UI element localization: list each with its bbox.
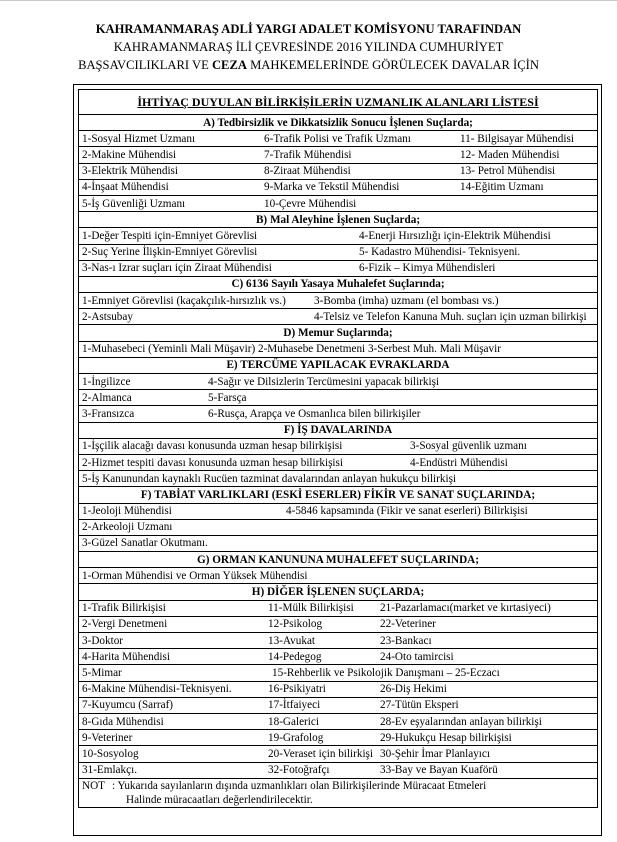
list-item: 1-Jeoloji Mühendisi (82, 505, 172, 518)
list-item: 4-Enerji Hırsızlığı için-Elektrik Mühendisi (359, 229, 551, 242)
list-item: 2-Arkeoloji Uzmanı (82, 521, 173, 534)
note-row (79, 778, 598, 807)
section-heading-row (79, 584, 598, 600)
list-item: 6-Rusça, Arapça ve Osmanlıca bilen bilirkişiler (208, 407, 421, 420)
section-heading-row (79, 552, 598, 568)
table-cell (79, 309, 598, 325)
list-item: 14-Pedegog (268, 650, 322, 663)
list-item: 5- Kadastro Mühendisi- Teknisyeni. (359, 246, 521, 259)
table-cell (79, 519, 598, 535)
list-item: 5-Mimar (82, 666, 122, 679)
list-item: 9-Veteriner (82, 731, 133, 744)
header-line-3a: BAŞSAVCILIKLARI VE (78, 58, 212, 72)
section-heading: F) TABİAT VARLIKLARI (ESKİ ESERLER) FİKİR VE SANAT SUÇLARINDA; (79, 487, 598, 503)
table-body (79, 90, 598, 808)
list-item: 12- Maden Mühendisi (460, 148, 560, 161)
list-item: 8-Gıda Mühendisi (82, 715, 164, 728)
table-cell (79, 762, 598, 778)
list-item: 6-Trafik Polisi ve Trafik Uzmanı (264, 132, 411, 145)
list-item: 6-Makine Mühendisi-Teknisyeni. (82, 683, 232, 696)
table-row (79, 649, 598, 665)
list-item: 1-İngilizce (82, 375, 131, 388)
list-item: 27-Tütün Eksperi (380, 699, 459, 712)
list-item: 3-Fransızca (82, 407, 135, 420)
table-row (79, 195, 598, 211)
note-label: NOT (82, 779, 105, 792)
list-item: 29-Hukukçu Hesap bilirkişisi (380, 731, 512, 744)
list-item: 15-Rehberlik ve Psikolojik Danışmanı – 25-Eczacı (272, 666, 500, 679)
list-item: 23-Bankacı (380, 634, 432, 647)
list-item: 10-Sosyolog (82, 747, 139, 760)
list-item: 1-Değer Tespiti için-Emniyet Görevlisi (82, 229, 258, 242)
table-row (79, 131, 598, 147)
section-heading-row (79, 115, 598, 131)
list-item: 9-Marka ve Tekstil Mühendisi (264, 181, 400, 194)
list-item: 21-Pazarlamacı(market ve kırtasiyeci) (380, 602, 551, 615)
header-line-3 (0, 56, 617, 74)
header-line-2-text: KAHRAMANMARAŞ İLİ ÇEVRESİNDE 2016 YILINDA CUMHURİYET (113, 40, 504, 54)
section-heading: E) TERCÜME YAPILACAK EVRAKLARDA (79, 357, 598, 373)
table-title-row (79, 90, 598, 115)
note-text-2: Halinde müracaatları değerlendirilecektir. (126, 793, 313, 806)
list-item: 13-Avukat (268, 634, 316, 647)
table-row (79, 244, 598, 260)
list-item: 1-Muhasebeci (Yeminli Mali Müşavir) 2-Muhasebe Denetmeni 3-Serbest Muh. Mali Müşavir (82, 343, 501, 356)
table-cell (79, 616, 598, 632)
table-row (79, 633, 598, 649)
table-cell (79, 163, 598, 179)
table-cell (79, 649, 598, 665)
table-cell (79, 147, 598, 163)
table-cell (79, 438, 598, 454)
table-row (79, 454, 598, 470)
table-row (79, 535, 598, 551)
list-item: 1-Trafik Bilirkişisi (82, 602, 166, 615)
section-heading-row (79, 487, 598, 503)
list-item: 3-Doktor (82, 634, 124, 647)
table-row (79, 147, 598, 163)
list-item: 2-Suç Yerine İlişkin-Emniyet Görevlisi (82, 246, 258, 259)
list-item: 2-Makine Mühendisi (82, 148, 177, 161)
header-line-3c: MAHKEMELERİNDE GÖRÜLECEK DAVALAR İÇİN (246, 58, 539, 72)
table-cell (79, 665, 598, 681)
table-row (79, 163, 598, 179)
table-row (79, 713, 598, 729)
list-item: 2-Astsubay (82, 310, 133, 323)
section-heading: H) DİĞER İŞLENEN SUÇLARDA; (79, 584, 598, 600)
list-item: 16-Psikiyatri (268, 683, 326, 696)
list-item: 6-Fizik – Kimya Mühendisleri (359, 262, 496, 275)
list-item: 2-Hizmet tespiti davası konusunda uzman hesap bilirkişisi (82, 456, 343, 469)
table-cell (79, 681, 598, 697)
list-item: 5-İş Kanunundan kaynaklı Rucüen tazminat davalarından anlayan hukukçu bilirkişi (82, 472, 457, 485)
list-item: 18-Galerici (268, 715, 319, 728)
table-cell (79, 406, 598, 422)
list-item: 1-Sosyal Hizmet Uzmanı (82, 132, 196, 145)
list-item: 2-Vergi Denetmeni (82, 618, 168, 631)
list-item: 3-Nas-ı Izrar suçları için Ziraat Mühendisi (82, 262, 272, 275)
table-cell (79, 471, 598, 487)
section-heading: B) Mal Aleyhine İşlenen Suçlarda; (79, 212, 598, 228)
section-heading-row (79, 422, 598, 438)
table-row (79, 293, 598, 309)
table-row (79, 503, 598, 519)
table-row (79, 471, 598, 487)
table-title: İHTİYAÇ DUYULAN BİLİRKİŞİLERİN UZMANLIK ALANLARI LİSTESİ (79, 90, 598, 115)
section-heading: C) 6136 Sayılı Yasaya Muhalefet Suçlarında; (79, 276, 598, 292)
table-row (79, 406, 598, 422)
note-line-1 (82, 779, 594, 793)
header-line-3-ceza: CEZA (211, 58, 247, 72)
table-cell (79, 746, 598, 762)
list-item: 10-Çevre Mühendisi (264, 197, 357, 210)
section-heading-row (79, 212, 598, 228)
list-item: 3-Elektrik Mühendisi (82, 165, 179, 178)
list-item: 7-Trafik Mühendisi (264, 148, 352, 161)
list-item: 7-Kuyumcu (Sarraf) (82, 699, 174, 712)
table-cell (79, 730, 598, 746)
document-header (0, 20, 617, 74)
table-row (79, 519, 598, 535)
list-item: 3-Sosyal güvenlik uzmanı (410, 440, 527, 453)
list-item: 4-Harita Mühendisi (82, 650, 170, 663)
list-item: 5-İş Güvenliği Uzmanı (82, 197, 186, 210)
table-cell (79, 195, 598, 211)
section-heading-row (79, 325, 598, 341)
list-item: 11-Mülk Bilirkişisi (268, 602, 354, 615)
list-item: 11- Bilgisayar Mühendisi (460, 132, 574, 145)
list-item: 4-Telsiz ve Telefon Kanuna Muh. suçları için uzman bilirkişi (314, 310, 587, 323)
list-item: 33-Bay ve Bayan Kuaförü (380, 764, 498, 777)
list-item: 26-Diş Hekimi (380, 683, 447, 696)
table-cell (79, 697, 598, 713)
list-item: 1-İşçilik alacağı davası konusunda uzman hesap bilirkişisi (82, 440, 343, 453)
section-heading: D) Memur Suçlarında; (79, 325, 598, 341)
top-border-line (0, 0, 617, 1)
table-row (79, 762, 598, 778)
table-cell (79, 454, 598, 470)
list-item: 31-Emlakçı. (82, 764, 137, 777)
table-cell (79, 568, 598, 584)
section-heading: F) İŞ DAVALARINDA (79, 422, 598, 438)
section-heading-row (79, 357, 598, 373)
table-cell (79, 535, 598, 551)
list-item: 19-Grafolog (268, 731, 324, 744)
list-item: 24-Oto tamircisi (380, 650, 454, 663)
list-item: 14-Eğitim Uzmanı (460, 181, 544, 194)
table-row (79, 341, 598, 357)
list-item: 2-Almanca (82, 391, 132, 404)
list-item: 17-İtfaiyeci (268, 699, 321, 712)
table-row (79, 665, 598, 681)
list-item: 4-5846 kapsamında (Fikir ve sanat eserleri) Bilirkişisi (286, 505, 528, 518)
table-row (79, 746, 598, 762)
table-row (79, 438, 598, 454)
list-item: 4-Sağır ve Dilsizlerin Tercümesini yapacak bilirkişi (208, 375, 440, 388)
table-cell (79, 374, 598, 390)
header-line-2 (0, 38, 617, 56)
table-cell (79, 633, 598, 649)
table-cell (79, 713, 598, 729)
list-item: 20-Veraset için bilirkişi (268, 747, 374, 760)
list-item: 4-İnşaat Mühendisi (82, 181, 169, 194)
table-row (79, 390, 598, 406)
table-row (79, 568, 598, 584)
list-item: 22-Veteriner (380, 618, 436, 631)
list-item: 3-Bomba (imha) uzmanı (el bombası vs.) (314, 294, 499, 307)
table-row (79, 600, 598, 616)
section-heading: G) ORMAN KANUNUNA MUHALEFET SUÇLARINDA; (79, 552, 598, 568)
table-cell (79, 244, 598, 260)
list-item: 1-Emniyet Görevlisi (kaçakçılık-hırsızlık vs.) (82, 294, 286, 307)
list-item: 4-Endüstri Mühendisi (410, 456, 508, 469)
list-item: 30-Şehir İmar Planlayıcı (380, 747, 490, 760)
table-row (79, 309, 598, 325)
list-item: 8-Ziraat Mühendisi (264, 165, 351, 178)
table-cell (79, 131, 598, 147)
section-heading: A) Tedbirsizlik ve Dikkatsizlik Sonucu İşlenen Suçlarda; (79, 115, 598, 131)
list-item: 5-Farsça (208, 391, 247, 404)
list-item: 28-Ev eşyalarından anlayan bilirkişi (380, 715, 542, 728)
table-cell (79, 228, 598, 244)
note-cell (79, 778, 598, 807)
list-item: 32-Fotoğrafçı (268, 764, 330, 777)
section-heading-row (79, 276, 598, 292)
table-cell (79, 341, 598, 357)
list-item: 3-Güzel Sanatlar Okutmanı. (82, 537, 208, 550)
table-row (79, 616, 598, 632)
list-item: 12-Psikolog (268, 618, 323, 631)
table-cell (79, 503, 598, 519)
table-cell (79, 260, 598, 276)
note-text-1: : Yukarıda sayılanların dışında uzmanlıkları olan Bilirkişilerinde Müracaat Etmeleri (112, 779, 487, 792)
list-item: 13- Petrol Mühendisi (460, 165, 556, 178)
table-row (79, 228, 598, 244)
table-row (79, 681, 598, 697)
table-cell (79, 179, 598, 195)
table-cell (79, 293, 598, 309)
table-row (79, 697, 598, 713)
expert-areas-table (78, 89, 598, 808)
header-line-1: KAHRAMANMARAŞ ADLİ YARGI ADALET KOMİSYONU TARAFINDAN (95, 22, 522, 36)
list-item: 1-Orman Mühendisi ve Orman Yüksek Mühendisi (82, 569, 308, 582)
table-cell (79, 600, 598, 616)
table-cell (79, 390, 598, 406)
table-row (79, 730, 598, 746)
table-row (79, 374, 598, 390)
table-row (79, 179, 598, 195)
table-row (79, 260, 598, 276)
